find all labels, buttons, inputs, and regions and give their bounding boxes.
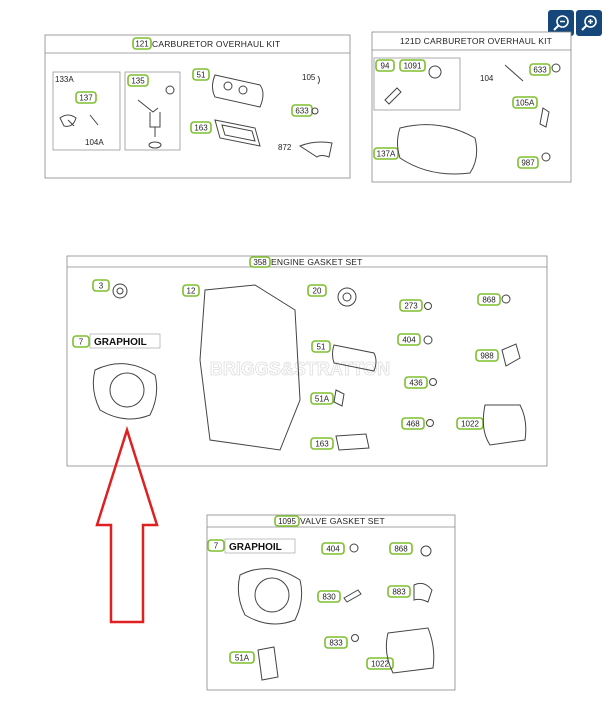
- svg-text:1091: 1091: [403, 61, 422, 71]
- svg-text:137A: 137A: [376, 149, 396, 159]
- kit-121-number-callout[interactable]: [133, 38, 151, 49]
- callout-51A-engine[interactable]: [311, 393, 333, 404]
- callout-988[interactable]: [476, 350, 498, 361]
- callout-830[interactable]: [318, 591, 340, 602]
- svg-text:468: 468: [406, 419, 420, 429]
- callout-633-kit121D[interactable]: [530, 64, 550, 75]
- graphoil-callout-7-valve[interactable]: [208, 540, 224, 551]
- callout-868-valve[interactable]: [390, 543, 412, 554]
- label-104A: 104A: [85, 138, 104, 147]
- svg-text:868: 868: [482, 295, 496, 305]
- svg-text:20: 20: [312, 286, 322, 296]
- svg-text:633: 633: [533, 65, 547, 75]
- callout-468[interactable]: [402, 418, 424, 429]
- callout-1091[interactable]: [400, 60, 425, 71]
- callout-137A[interactable]: [374, 148, 398, 159]
- carburetor-overhaul-kit-121-panel: [45, 35, 350, 178]
- label-872: 872: [278, 143, 292, 152]
- carburetor-overhaul-kit-121D-panel: [372, 32, 571, 182]
- callout-987[interactable]: [518, 157, 538, 168]
- svg-text:105A: 105A: [515, 98, 535, 108]
- svg-text:51A: 51A: [314, 394, 330, 404]
- callout-633-kit121[interactable]: [292, 105, 312, 116]
- graphoil-label-engine: GRAPHOIL: [94, 337, 147, 348]
- kit-121D-title: 121D CARBURETOR OVERHAUL KIT: [400, 36, 553, 46]
- callout-3[interactable]: [93, 280, 109, 291]
- svg-text:833: 833: [329, 638, 343, 648]
- callout-1022-engine[interactable]: [457, 418, 483, 429]
- callout-868[interactable]: [478, 294, 500, 305]
- label-104-kit121D: 104: [480, 74, 494, 83]
- callout-94[interactable]: [376, 60, 394, 71]
- svg-text:868: 868: [394, 544, 408, 554]
- svg-text:51A: 51A: [234, 653, 250, 663]
- engine-gasket-set-358-panel: [67, 256, 547, 466]
- kit-133A-label: 133A: [55, 75, 74, 84]
- svg-text:94: 94: [380, 61, 390, 71]
- svg-text:987: 987: [521, 158, 535, 168]
- kit-121-title: CARBURETOR OVERHAUL KIT: [152, 39, 281, 49]
- callout-404-engine[interactable]: [398, 334, 420, 345]
- svg-text:7: 7: [213, 541, 219, 551]
- callout-273[interactable]: [400, 300, 422, 311]
- callout-436[interactable]: [405, 377, 427, 388]
- kit-358-number-callout[interactable]: [250, 257, 270, 267]
- callout-833-valve[interactable]: [325, 637, 347, 648]
- callout-163-engine[interactable]: [311, 438, 333, 449]
- svg-text:830: 830: [322, 592, 336, 602]
- kit-1095-title: VALVE GASKET SET: [300, 516, 385, 526]
- callout-20[interactable]: [308, 285, 326, 296]
- svg-text:358: 358: [253, 258, 267, 267]
- svg-text:273: 273: [404, 301, 418, 311]
- callout-51A-valve[interactable]: [230, 652, 254, 663]
- label-105: 105: [302, 73, 316, 82]
- svg-text:3: 3: [98, 281, 104, 291]
- svg-text:988: 988: [480, 351, 494, 361]
- callout-137[interactable]: [76, 92, 96, 103]
- graphoil-callout-7-engine[interactable]: [73, 336, 89, 347]
- callout-51[interactable]: [193, 69, 209, 80]
- valve-gasket-set-1095-panel: [207, 515, 455, 690]
- callout-105A[interactable]: [513, 97, 537, 108]
- graphoil-label-valve: GRAPHOIL: [229, 542, 282, 553]
- svg-text:404: 404: [326, 544, 340, 554]
- callout-163[interactable]: [191, 122, 211, 133]
- kit-1095-number-callout[interactable]: [275, 516, 299, 526]
- svg-text:404: 404: [402, 335, 416, 345]
- svg-text:163: 163: [315, 439, 329, 449]
- svg-text:12: 12: [186, 286, 196, 296]
- callout-404-valve[interactable]: [322, 543, 344, 554]
- callout-51-engine[interactable]: [312, 341, 330, 352]
- svg-text:51: 51: [316, 342, 326, 352]
- svg-text:7: 7: [78, 337, 84, 347]
- callout-135[interactable]: [128, 75, 148, 86]
- svg-text:1095: 1095: [278, 517, 296, 526]
- svg-text:883: 883: [392, 587, 406, 597]
- callout-12[interactable]: [183, 285, 199, 296]
- svg-text:121: 121: [135, 39, 149, 49]
- svg-text:51: 51: [196, 70, 206, 80]
- watermark: BRIGGS&STRATTON: [209, 359, 391, 379]
- svg-text:633: 633: [295, 106, 309, 116]
- svg-text:163: 163: [194, 123, 208, 133]
- callout-883[interactable]: [388, 586, 410, 597]
- svg-text:135: 135: [131, 76, 145, 86]
- svg-text:137: 137: [79, 93, 93, 103]
- svg-text:1022: 1022: [461, 419, 479, 429]
- kit-358-title: ENGINE GASKET SET: [271, 257, 363, 267]
- svg-text:1022: 1022: [371, 659, 389, 669]
- svg-text:436: 436: [409, 378, 423, 388]
